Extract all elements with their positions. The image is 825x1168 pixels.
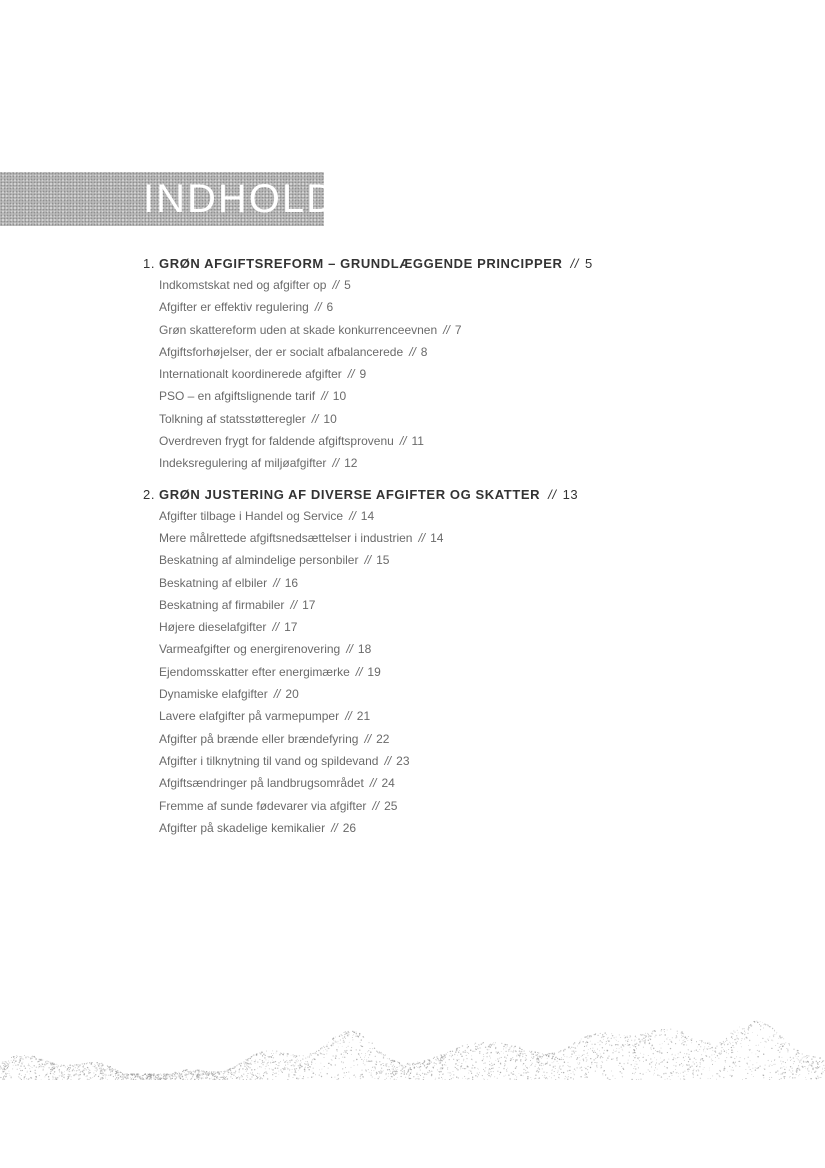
toc-entry[interactable] (159, 572, 783, 594)
toc-entry[interactable] (159, 408, 783, 430)
toc-entry-title: Lavere elafgifter på varmepumper (159, 709, 340, 724)
section-page-number: 5 (584, 256, 593, 271)
page-separator: // (443, 322, 450, 337)
toc-entry-list (143, 274, 783, 475)
toc-entry-title: Beskatning af almindelige personbiler (159, 553, 359, 568)
toc-entry-page-number: 17 (284, 620, 298, 635)
toc-entry-title: Beskatning af elbiler (159, 575, 268, 590)
title-banner (0, 172, 338, 226)
page-separator: // (273, 575, 280, 590)
toc-entry[interactable] (159, 527, 783, 549)
page-separator: // (290, 597, 298, 612)
toc-entry-title: Afgifter på brænde eller brændefyring (159, 731, 359, 746)
toc-entry-page-number: 16 (284, 575, 299, 590)
toc-entry-title: Afgifter i tilknytning til vand og spildevand (159, 753, 379, 768)
page-separator: // (399, 434, 407, 449)
toc-entry-page-number: 14 (360, 508, 375, 523)
page-separator: // (347, 367, 355, 382)
toc-entry-title: Dynamiske elafgifter (159, 687, 268, 702)
toc-entry-title: Ejendomsskatter efter energimærke (159, 664, 350, 679)
page-separator: // (372, 798, 380, 813)
toc-entry[interactable] (159, 683, 783, 705)
toc-entry[interactable] (159, 638, 783, 660)
toc-entry-title: Højere dieselafgifter (159, 620, 267, 635)
toc-entry-title: Mere målrettede afgiftsnedsættelser i industrien (159, 530, 413, 545)
page-separator: // (311, 411, 319, 426)
toc-entry-list (143, 505, 783, 839)
page-separator: // (331, 820, 338, 835)
toc-entry-title: Internationalt koordinerede afgifter (159, 367, 342, 382)
toc-entry-page-number: 10 (332, 389, 347, 404)
toc-section-heading[interactable] (143, 254, 783, 274)
toc-entry-page-number: 12 (344, 456, 358, 471)
toc-entry-title: Grøn skattereform uden at skade konkurrenceevnen (159, 322, 438, 337)
page-separator: // (364, 731, 372, 746)
toc-entry[interactable] (159, 772, 783, 794)
toc-entry-page-number: 23 (396, 753, 410, 768)
toc-entry-page-number: 15 (376, 553, 390, 568)
toc-entry-page-number: 14 (430, 530, 444, 545)
page-separator: // (345, 709, 352, 724)
page-separator: // (364, 553, 372, 568)
toc-entry-page-number: 9 (359, 367, 367, 382)
toc-entry[interactable] (159, 549, 783, 571)
toc-entry-page-number: 8 (420, 344, 428, 359)
page-separator: // (570, 256, 579, 271)
toc-entry-page-number: 18 (357, 642, 372, 657)
page-separator: // (346, 642, 353, 657)
toc-entry[interactable] (159, 363, 783, 385)
toc-entry-page-number: 20 (285, 687, 299, 702)
toc-entry[interactable] (159, 728, 783, 750)
page-separator: // (418, 530, 426, 545)
toc-entry-title: Afgifter tilbage i Handel og Service (159, 508, 344, 523)
toc-entry[interactable] (159, 795, 783, 817)
page-separator: // (321, 389, 328, 404)
toc-entry[interactable] (159, 817, 783, 839)
page-separator: // (273, 687, 281, 702)
toc-section (143, 254, 783, 475)
toc-entry-title: Afgifter er effektiv regulering (159, 300, 309, 315)
toc-entry-page-number: 25 (384, 798, 398, 813)
section-page-number: 13 (562, 486, 579, 502)
toc-entry-page-number: 7 (454, 322, 462, 337)
section-number: 1. (143, 256, 156, 271)
toc-entry[interactable] (159, 430, 783, 452)
section-title: GRØN AFGIFTSREFORM – GRUNDLÆGGENDE PRINCIPPER (159, 256, 563, 271)
toc-entry-page-number: 21 (356, 709, 371, 724)
toc-entry[interactable] (159, 594, 783, 616)
toc-entry[interactable] (159, 341, 783, 363)
toc-entry[interactable] (159, 452, 783, 474)
toc-entry[interactable] (159, 274, 783, 296)
toc-entry[interactable] (159, 505, 783, 527)
toc-entry-title: Indkomstskat ned og afgifter op (159, 278, 327, 292)
page-separator: // (384, 753, 392, 768)
toc-entry-page-number: 6 (326, 300, 334, 315)
page-separator: // (409, 344, 416, 359)
toc-entry-title: Afgiftsændringer på landbrugsområdet (159, 776, 364, 791)
toc-entry[interactable] (159, 750, 783, 772)
toc-entry-title: Tolkning af statsstøtteregler (159, 411, 306, 426)
toc-entry[interactable] (159, 705, 783, 727)
toc-section-heading[interactable] (143, 485, 783, 505)
toc-entry-page-number: 10 (323, 411, 337, 426)
page-separator: // (369, 776, 377, 791)
section-number: 2. (143, 486, 156, 502)
toc-entry[interactable] (159, 385, 783, 407)
section-title: GRØN JUSTERING AF DIVERSE AFGIFTER OG SKATTER (159, 486, 541, 502)
toc-entry[interactable] (159, 616, 783, 638)
toc-entry[interactable] (159, 319, 783, 341)
toc-entry-title: Varmeafgifter og energirenovering (159, 642, 341, 657)
toc-entry-title: Afgiftsforhøjelser, der er socialt afbalancerede (159, 344, 404, 359)
decorative-landscape-illustration (0, 990, 825, 1080)
toc-entry[interactable] (159, 661, 783, 683)
toc-section (143, 485, 783, 839)
toc-entry-title: Beskatning af firmabiler (159, 597, 285, 612)
page-separator: // (272, 620, 280, 635)
page-title: INDHOLD (143, 177, 338, 221)
page-separator: // (332, 456, 340, 471)
toc-entry-page-number: 19 (367, 664, 381, 679)
page-separator: // (332, 278, 340, 292)
toc-entry-title: Overdreven frygt for faldende afgiftsprovenu (159, 434, 394, 449)
page-separator: // (349, 508, 356, 523)
toc-entry-page-number: 11 (411, 434, 424, 449)
toc-entry-page-number: 5 (344, 278, 351, 292)
toc-entry-title: PSO – en afgiftslignende tarif (159, 389, 316, 404)
toc-entry-page-number: 26 (342, 820, 357, 835)
toc-entry-title: Afgifter på skadelige kemikalier (159, 820, 326, 835)
page-separator: // (314, 300, 322, 315)
table-of-contents (143, 254, 783, 839)
toc-entry-title: Fremme af sunde fødevarer via afgifter (159, 798, 367, 813)
toc-entry-page-number: 22 (376, 731, 390, 746)
toc-entry-page-number: 17 (302, 597, 316, 612)
page-separator: // (355, 664, 363, 679)
toc-entry-page-number: 24 (381, 776, 395, 791)
page-separator: // (548, 486, 557, 502)
toc-entry[interactable] (159, 296, 783, 318)
toc-entry-title: Indeksregulering af miljøafgifter (159, 456, 327, 471)
